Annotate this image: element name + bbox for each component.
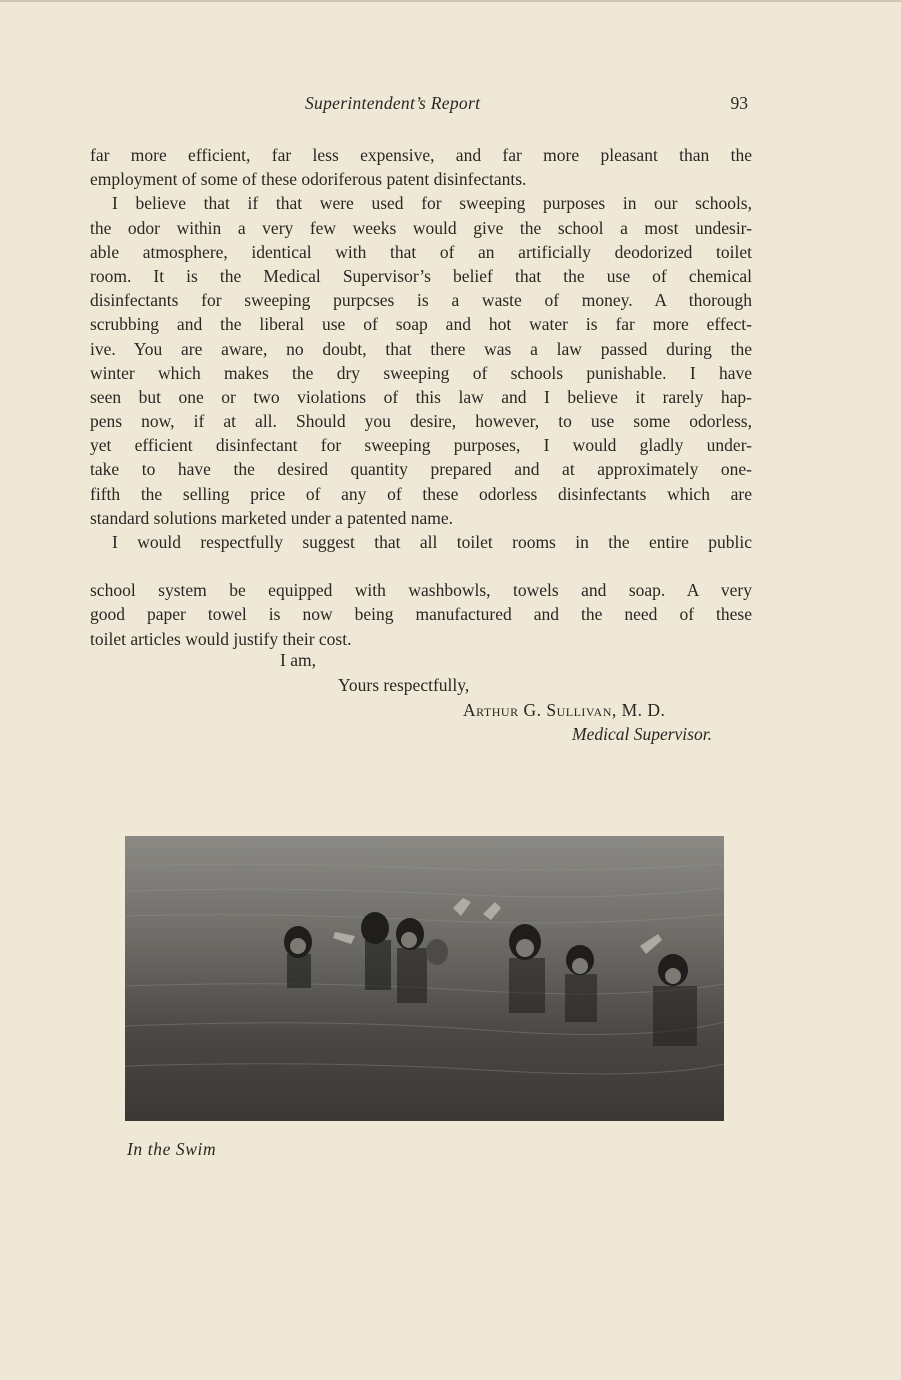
text-line: good paper towel is now being manufactured and the need of these bbox=[90, 604, 752, 625]
photo-caption: In the Swim bbox=[127, 1139, 217, 1159]
closing-yours: Yours respectfully, bbox=[338, 675, 470, 695]
text-line: ive. You are aware, no doubt, that there was a law passed during the bbox=[90, 338, 752, 359]
text-line: room. It is the Medical Supervisor’s belief that the use of chemical bbox=[90, 265, 752, 286]
text-line: take to have the desired quantity prepared and at approximately one- bbox=[90, 459, 752, 480]
running-head bbox=[90, 93, 750, 117]
photo-image bbox=[125, 836, 724, 1121]
text-line: I would respectfully suggest that all toilet rooms in the entire public bbox=[112, 532, 752, 552]
text-line: fifth the selling price of any of these odorless disinfectants which are bbox=[90, 483, 752, 504]
text-line: yet efficient disinfectant for sweeping purposes, I would gladly under- bbox=[90, 435, 752, 456]
page-edge bbox=[0, 0, 901, 2]
text-line: scrubbing and the liberal use of soap and hot water is far more effect- bbox=[90, 314, 752, 335]
page-number: 93 bbox=[730, 93, 748, 113]
signature-name: Arthur G. Sullivan, M. D. bbox=[463, 700, 666, 720]
text-line: school system be equipped with washbowls, towels and soap. A very bbox=[90, 580, 752, 601]
closing-i-am: I am, bbox=[280, 650, 316, 670]
signature-title: Medical Supervisor. bbox=[572, 724, 712, 744]
text-line: winter which makes the dry sweeping of schools punishable. I have bbox=[90, 362, 752, 383]
text-line: standard solutions marketed under a patented name. bbox=[90, 507, 454, 528]
text-line: toilet articles would justify their cost. bbox=[90, 628, 352, 649]
running-title: Superintendent’s Report bbox=[305, 93, 481, 113]
text-line: I believe that if that were used for sweeping purposes in our schools, bbox=[112, 193, 752, 214]
text-line: far more efficient, far less expensive, and far more pleasant than the bbox=[90, 145, 752, 165]
body-text bbox=[90, 143, 752, 651]
text-line: seen but one or two violations of this law and I believe it rarely hap- bbox=[90, 386, 752, 407]
text-line: pens now, if at all. Should you desire, however, to use some odorless, bbox=[90, 411, 752, 432]
text-line: disinfectants for sweeping purpcses is a waste of money. A thorough bbox=[90, 290, 752, 311]
swimming-photo bbox=[125, 836, 724, 1121]
text-line: the odor within a very few weeks would give the school a most undesir- bbox=[90, 217, 752, 238]
text-line: able atmosphere, identical with that of an artificially deodorized toilet bbox=[90, 241, 752, 262]
paragraph-gap bbox=[90, 554, 752, 578]
text-line: employment of some of these odoriferous patent disinfectants. bbox=[90, 169, 527, 190]
